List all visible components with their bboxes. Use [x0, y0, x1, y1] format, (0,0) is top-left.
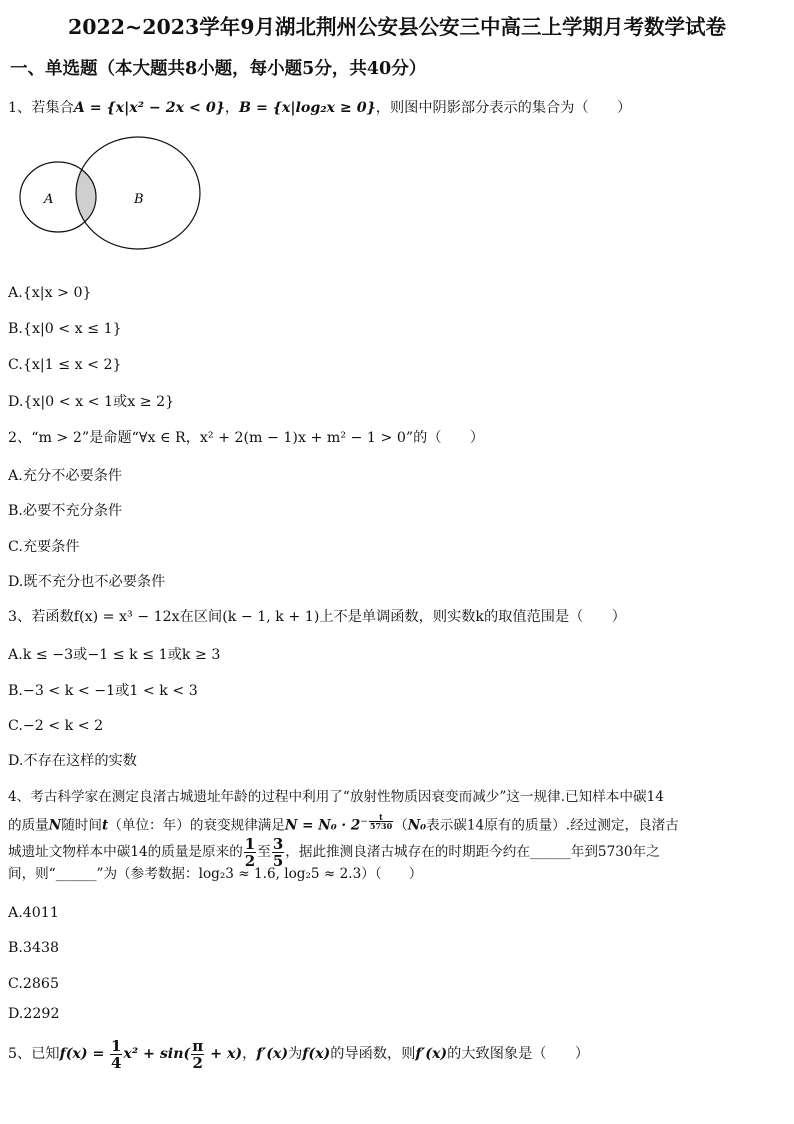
- q5-after: + x): [205, 1046, 243, 1062]
- q4-symbol-t: t: [102, 817, 109, 834]
- q4-exponent-num: t: [369, 813, 393, 822]
- q4-exponent-den: 5730: [369, 821, 393, 831]
- q5-fraction-quarter: [110, 1038, 122, 1071]
- q5-frac-num: 1: [110, 1036, 122, 1055]
- q3-option-b[interactable]: B.−3 < k < −1或1 < k < 3: [8, 683, 198, 699]
- venn-label-b: B: [134, 192, 144, 207]
- q1-option-a[interactable]: A.{x|x > 0}: [8, 285, 92, 301]
- q1-stem-prefix: 1、若集合: [8, 100, 74, 116]
- q5-fprime2: f′(x): [415, 1046, 448, 1062]
- q4-text-original: 表示碳14原有的质量）.经过测定，良渚古: [426, 817, 679, 834]
- q4-line-1: 4、考古科学家在测定良渚古城遗址年龄的过程中利用了“放射性物质因衰变而减少”这一规律.已知样本中碳14: [8, 789, 664, 805]
- q5-fprime: f′(x): [256, 1046, 289, 1062]
- q4-exponent: − t 5730: [360, 812, 393, 831]
- q3-option-d[interactable]: D.不存在这样的实数: [8, 753, 137, 769]
- q4-decay-formula: N = N₀ · 2: [285, 817, 361, 834]
- q4-text-to: 至: [257, 844, 271, 860]
- q4-symbol-n: N: [48, 817, 62, 834]
- q2-option-c[interactable]: C.充要条件: [8, 539, 80, 555]
- q5-text-is: 为: [288, 1046, 303, 1062]
- q5-sin-part: x² + sin(: [123, 1046, 191, 1062]
- q5-frac-den: 4: [110, 1053, 122, 1072]
- q1-stem-suffix: ，则图中阴影部分表示的集合为（ ）: [375, 100, 632, 116]
- q1-option-d[interactable]: D.{x|0 < x < 1或x ≥ 2}: [8, 394, 175, 410]
- venn-label-a: A: [44, 192, 54, 207]
- q4-text-unit: （单位：年）的衰变规律满足: [108, 817, 285, 834]
- q5-text-graph: 的大致图象是（ ）: [447, 1046, 590, 1062]
- q2-option-d[interactable]: D.既不充分也不必要条件: [8, 574, 166, 590]
- q5-text-derivative: 的导函数，则: [330, 1046, 416, 1062]
- q4-option-d[interactable]: D.2292: [8, 1006, 60, 1022]
- paper-title: 2022~2023学年9月湖北荆州公安县公安三中高三上学期月考数学试卷: [67, 15, 727, 39]
- q1-set-a: A = {x|x² − 2x < 0}: [73, 100, 225, 116]
- q3-stem: 3、若函数f(x) = x³ − 12x在区间(k − 1, k + 1)上不是单调函数，则实数k的取值范围是（ ）: [8, 609, 626, 625]
- q5-fx2: f(x): [302, 1046, 331, 1062]
- venn-diagram: [18, 135, 208, 255]
- q3-option-c[interactable]: C.−2 < k < 2: [8, 718, 104, 734]
- q5-stem: [8, 1036, 589, 1072]
- q3-option-a[interactable]: A.k ≤ −3或−1 ≤ k ≤ 1或k ≥ 3: [8, 647, 221, 663]
- q5-pi-den: 2: [192, 1053, 203, 1072]
- q1-stem: [8, 98, 631, 118]
- q4-frac1-den: 2: [244, 852, 256, 870]
- q2-option-a[interactable]: A.充分不必要条件: [8, 468, 123, 484]
- q4-text-period: ，据此推测良渚古城存在的时期距今约在______年到5730年之: [285, 844, 660, 860]
- q4-text-ratio: 城遗址文物样本中碳14的质量是原来的: [8, 844, 243, 860]
- q1-option-c[interactable]: C.{x|1 ≤ x < 2}: [8, 357, 122, 373]
- q4-paren-open: （: [394, 817, 408, 834]
- q1-set-b: B = {x|log₂x ≥ 0}: [239, 100, 376, 116]
- section-heading: 一、单选题（本大题共8小题，每小题5分，共40分）: [10, 59, 427, 79]
- q4-frac2-num: 3: [272, 835, 284, 853]
- q5-fx: f(x) =: [59, 1046, 105, 1062]
- q5-pi-num: π: [192, 1036, 204, 1055]
- q4-option-a[interactable]: A.4011: [8, 905, 59, 921]
- q4-frac2-den: 5: [272, 852, 284, 870]
- q5-fraction-pi-half: [191, 1038, 204, 1071]
- q4-line-4: 间，则“______”为（参考数据：log₂3 ≈ 1.6, log₂5 ≈ 2.3）（ ）: [8, 866, 423, 882]
- q5-comma: ，: [242, 1046, 257, 1062]
- q2-stem: 2、“m > 2”是命题“∀x ∈ R，x² + 2(m − 1)x + m² − 1 > 0”的（ ）: [8, 430, 485, 446]
- q4-option-c[interactable]: C.2865: [8, 976, 59, 992]
- q4-symbol-n0: N₀: [407, 817, 427, 834]
- q2-option-b[interactable]: B.必要不充分条件: [8, 503, 123, 519]
- q4-option-b[interactable]: B.3438: [8, 940, 60, 956]
- q4-text-time: 随时间: [61, 817, 102, 834]
- q1-option-b[interactable]: B.{x|0 < x ≤ 1}: [8, 321, 122, 337]
- q4-frac1-num: 1: [244, 835, 256, 853]
- q1-sep: ，: [224, 100, 240, 116]
- q5-prefix: 5、已知: [8, 1046, 60, 1062]
- q4-line-2: [8, 812, 679, 836]
- q4-text-mass: 的质量: [8, 817, 49, 834]
